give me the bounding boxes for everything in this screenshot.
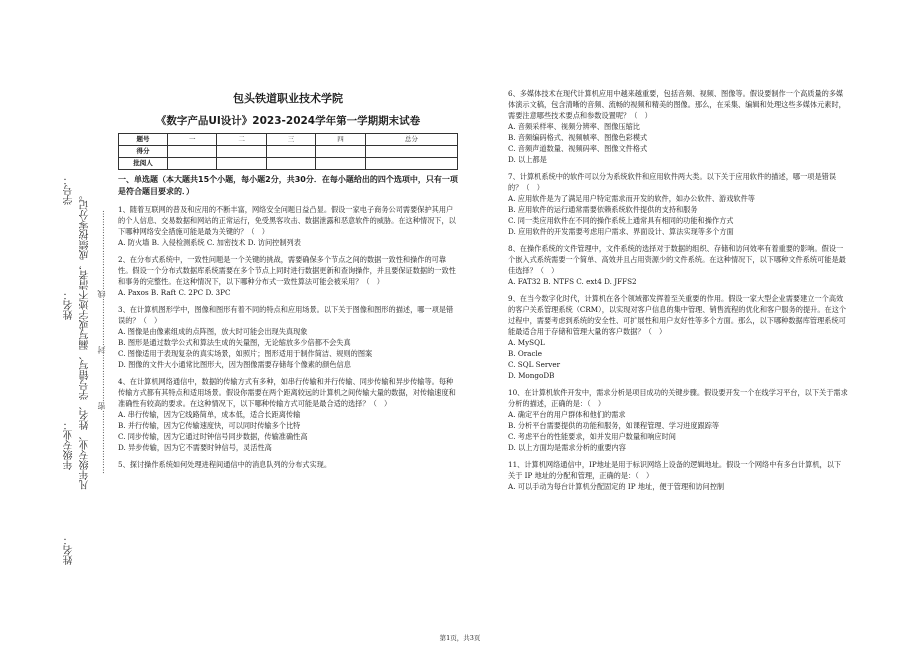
score-row-number (119, 134, 458, 146)
student-id-label: 学号： (64, 175, 75, 205)
score-row-label: 得分 (119, 146, 168, 158)
question-8 (508, 243, 848, 287)
question-5 (118, 459, 458, 470)
name-label: 姓名： (64, 290, 75, 320)
question-text: 5、探讨操作系统如何处理进程间通信中的消息队列的分布式实现。 (118, 460, 332, 469)
option: B. Oracle (508, 349, 543, 358)
right-column (508, 88, 848, 498)
left-column (118, 85, 458, 476)
question-7 (508, 171, 848, 237)
option: A. 串行传输，因为它线路简单，成本低，适合长距离传输 (118, 410, 301, 419)
option: B. 图形是通过数学公式和算法生成的矢量图，无论缩放多少倍都不会失真 (118, 338, 351, 347)
option: B. 并行传输，因为它传输速度快，可以同时传输多个比特 (118, 421, 301, 430)
option: A. MySQL (508, 338, 545, 347)
question-9 (508, 293, 848, 381)
question-3 (118, 304, 458, 370)
option: D. MongoDB (508, 371, 555, 380)
option: C. SQL Server (508, 360, 561, 369)
option: B. 音频编码格式、视频帧率、图像色彩模式 (508, 133, 648, 142)
option: D. 异步传输，因为它不需要时钟信号，灵活性高 (118, 443, 272, 452)
exam-title: 《数字产品UI设计》2023-2024学年第一学期期末试卷 (155, 115, 421, 127)
binding-margin (0, 0, 110, 651)
option: D. 图像的文件大小通常比图形大，因为图像需要存储每个像素的颜色信息 (118, 360, 351, 369)
question-text: 6、多媒体技术在现代计算机应用中越来越重要，包括音频、视频、图像等。假设要制作一个高质量的多媒体演示文稿，包含清晰的音频、流畅的视频和精美的图像。那么，在采集、编辑和处理这些多媒体元素时，需要注意哪些技术要点和参数设置呢？（ ） (508, 89, 846, 120)
option: C. 同步传输，因为它通过时钟信号同步数据，传输准确性高 (118, 432, 308, 441)
seal-line-text: ……………………密………………封………………线………………………… (97, 210, 106, 474)
score-row-label: 批阅人 (119, 158, 168, 170)
page-footer: 第1页，共3页 (439, 634, 481, 642)
question-text: 9、在当今数字化时代，计算机在各个领域都发挥着至关重要的作用。假设一家大型企业需要建立一个高效的客户关系管理系统（CRM），以实现对客户信息的集中管理、销售流程的优化和客户服务的提升。在这个过程中，需要考虑到系统的安全性、可扩展性和用户友好性等多个方面。那么，以下哪种数据库管理系统可能最适合用于存储和管理大量的客户数据？（ ） (508, 294, 847, 336)
full-name-label: 姓名： (64, 535, 75, 565)
question-2 (118, 254, 458, 298)
option: B. 应用软件的运行通常需要依赖系统软件提供的支持和服务 (508, 205, 698, 214)
section-heading: 一、单选题（本大题共15个小题，每小题2分，共30分．在每小题给出的四个选项中，只有一项是符合题目要求的．） (118, 175, 458, 196)
question-text: 2、在分布式系统中，一致性问题是一个关键的挑战，需要确保多个节点之间的数据一致性和操作的可靠性。假设一个分布式数据库系统需要在多个节点上同时进行数据更新和查询操作，并且要保证数据的一致性和事务的完整性。在这种情况下，以下哪种分布式一致性算法可能会被采用？（ ） (118, 255, 456, 286)
question-6 (508, 88, 848, 165)
question-text: 4、在计算机网络通信中，数据的传输方式有多种，如串行传输和并行传输、同步传输和异步传输等。每种传输方式都有其特点和适用场景。假设你需要在两个距离较远的计算机之间传输大量的数据，对传输速度和准确性有较高的要求。在这种情况下，以下哪种传输方式可能是最合适的选择？（ ） (118, 377, 456, 408)
option: A. 可以手动为每台计算机分配固定的 IP 地址，便于管理和访问控制 (508, 482, 725, 491)
score-row-label: 题号 (119, 134, 168, 146)
question-options: A. 防火墙 B. 入侵检测系统 C. 加密技术 D. 访问控制列表 (118, 238, 301, 247)
question-options: A. FAT32 B. NTFS C. ext4 D. JFFS2 (508, 277, 637, 286)
question-text: 8、在操作系统的文件管理中，文件系统的选择对于数据的组织、存储和访问效率有着重要的影响。假设一个嵌入式系统需要一个简单、高效并且占用资源少的文件系统。在这种情况下，以下哪种文件系统可能是最佳选择？（ ） (508, 244, 846, 275)
score-col: 二 (217, 134, 266, 146)
option: C. 图像适用于表现复杂的真实场景，如照片；图形适用于制作简洁、规则的图案 (118, 349, 373, 358)
score-row-score (119, 146, 458, 158)
option: D. 以上方面均是需求分析的重要内容 (508, 443, 626, 452)
option: C. 音频声道数量、视频码率、图像文件格式 (508, 144, 648, 153)
score-table (118, 133, 458, 170)
score-col: 一 (168, 134, 217, 146)
option: D. 以上都是 (508, 155, 547, 164)
option: C. 考虑平台的性能要求，如并发用户数量和响应时间 (508, 432, 676, 441)
question-options: A. Paxos B. Raft C. 2PC D. 3PC (118, 288, 231, 297)
option: D. 应用软件的开发需要考虑用户需求、界面设计、算法实现等多个方面 (508, 227, 734, 236)
question-1 (118, 204, 458, 248)
option: A. 音频采样率、视频分辨率、图像压缩比 (508, 122, 640, 131)
option: A. 应用软件是为了满足用户特定需求而开发的软件，如办公软件、游戏软件等 (508, 194, 755, 203)
question-text: 11、计算机网络通信中，IP地址是用于标识网络上设备的逻辑地址。假设一个网络中有多台计算机，以下关于 IP 地址的分配和管理，正确的是：（ ） (508, 460, 842, 480)
question-4 (118, 376, 458, 453)
score-col: 四 (316, 134, 365, 146)
option: B. 分析平台需要提供的功能和服务，如课程管理、学习进度跟踪等 (508, 421, 720, 430)
option: C. 同一类应用软件在不同的操作系统上通常具有相同的功能和操作方式 (508, 216, 734, 225)
question-text: 10、在计算机软件开发中，需求分析是项目成功的关键步骤。假设要开发一个在线学习平台，以下关于需求分析的描述，正确的是：（ ） (508, 388, 848, 408)
option: A. 图像是由像素组成的点阵图，放大时可能会出现失真现象 (118, 327, 308, 336)
score-col: 三 (266, 134, 315, 146)
question-text: 7、计算机系统中的软件可以分为系统软件和应用软件两大类。以下关于应用软件的描述，哪一项是错误的？（ ） (508, 172, 837, 192)
option: A. 确定平台的用户群体和他们的需求 (508, 410, 626, 419)
grade-major-label: 年级专业： (64, 420, 75, 470)
score-row-grader (119, 158, 458, 170)
question-text: 3、在计算机图形学中，图像和图形有着不同的特点和应用场景。以下关于图像和图形的描述，哪一项是错误的？（ ） (118, 305, 454, 325)
question-10 (508, 387, 848, 453)
question-11 (508, 459, 848, 492)
binding-note: 凡年级专业、姓名、学号错写、漏写或字迹不清者，成绩按零分记。 (80, 190, 91, 490)
school-name: 包头铁道职业技术学院 (233, 92, 343, 105)
score-col: 总分 (365, 134, 457, 146)
question-text: 1、随着互联网的普及和应用的不断丰富，网络安全问题日益凸显。假设一家电子商务公司需要保护其用户的个人信息、交易数据和网站的正常运行，免受黑客攻击、数据泄露和恶意软件的威胁。在这种情况下，以下哪种网络安全措施可能是最为关键的？（ ） (118, 205, 456, 236)
